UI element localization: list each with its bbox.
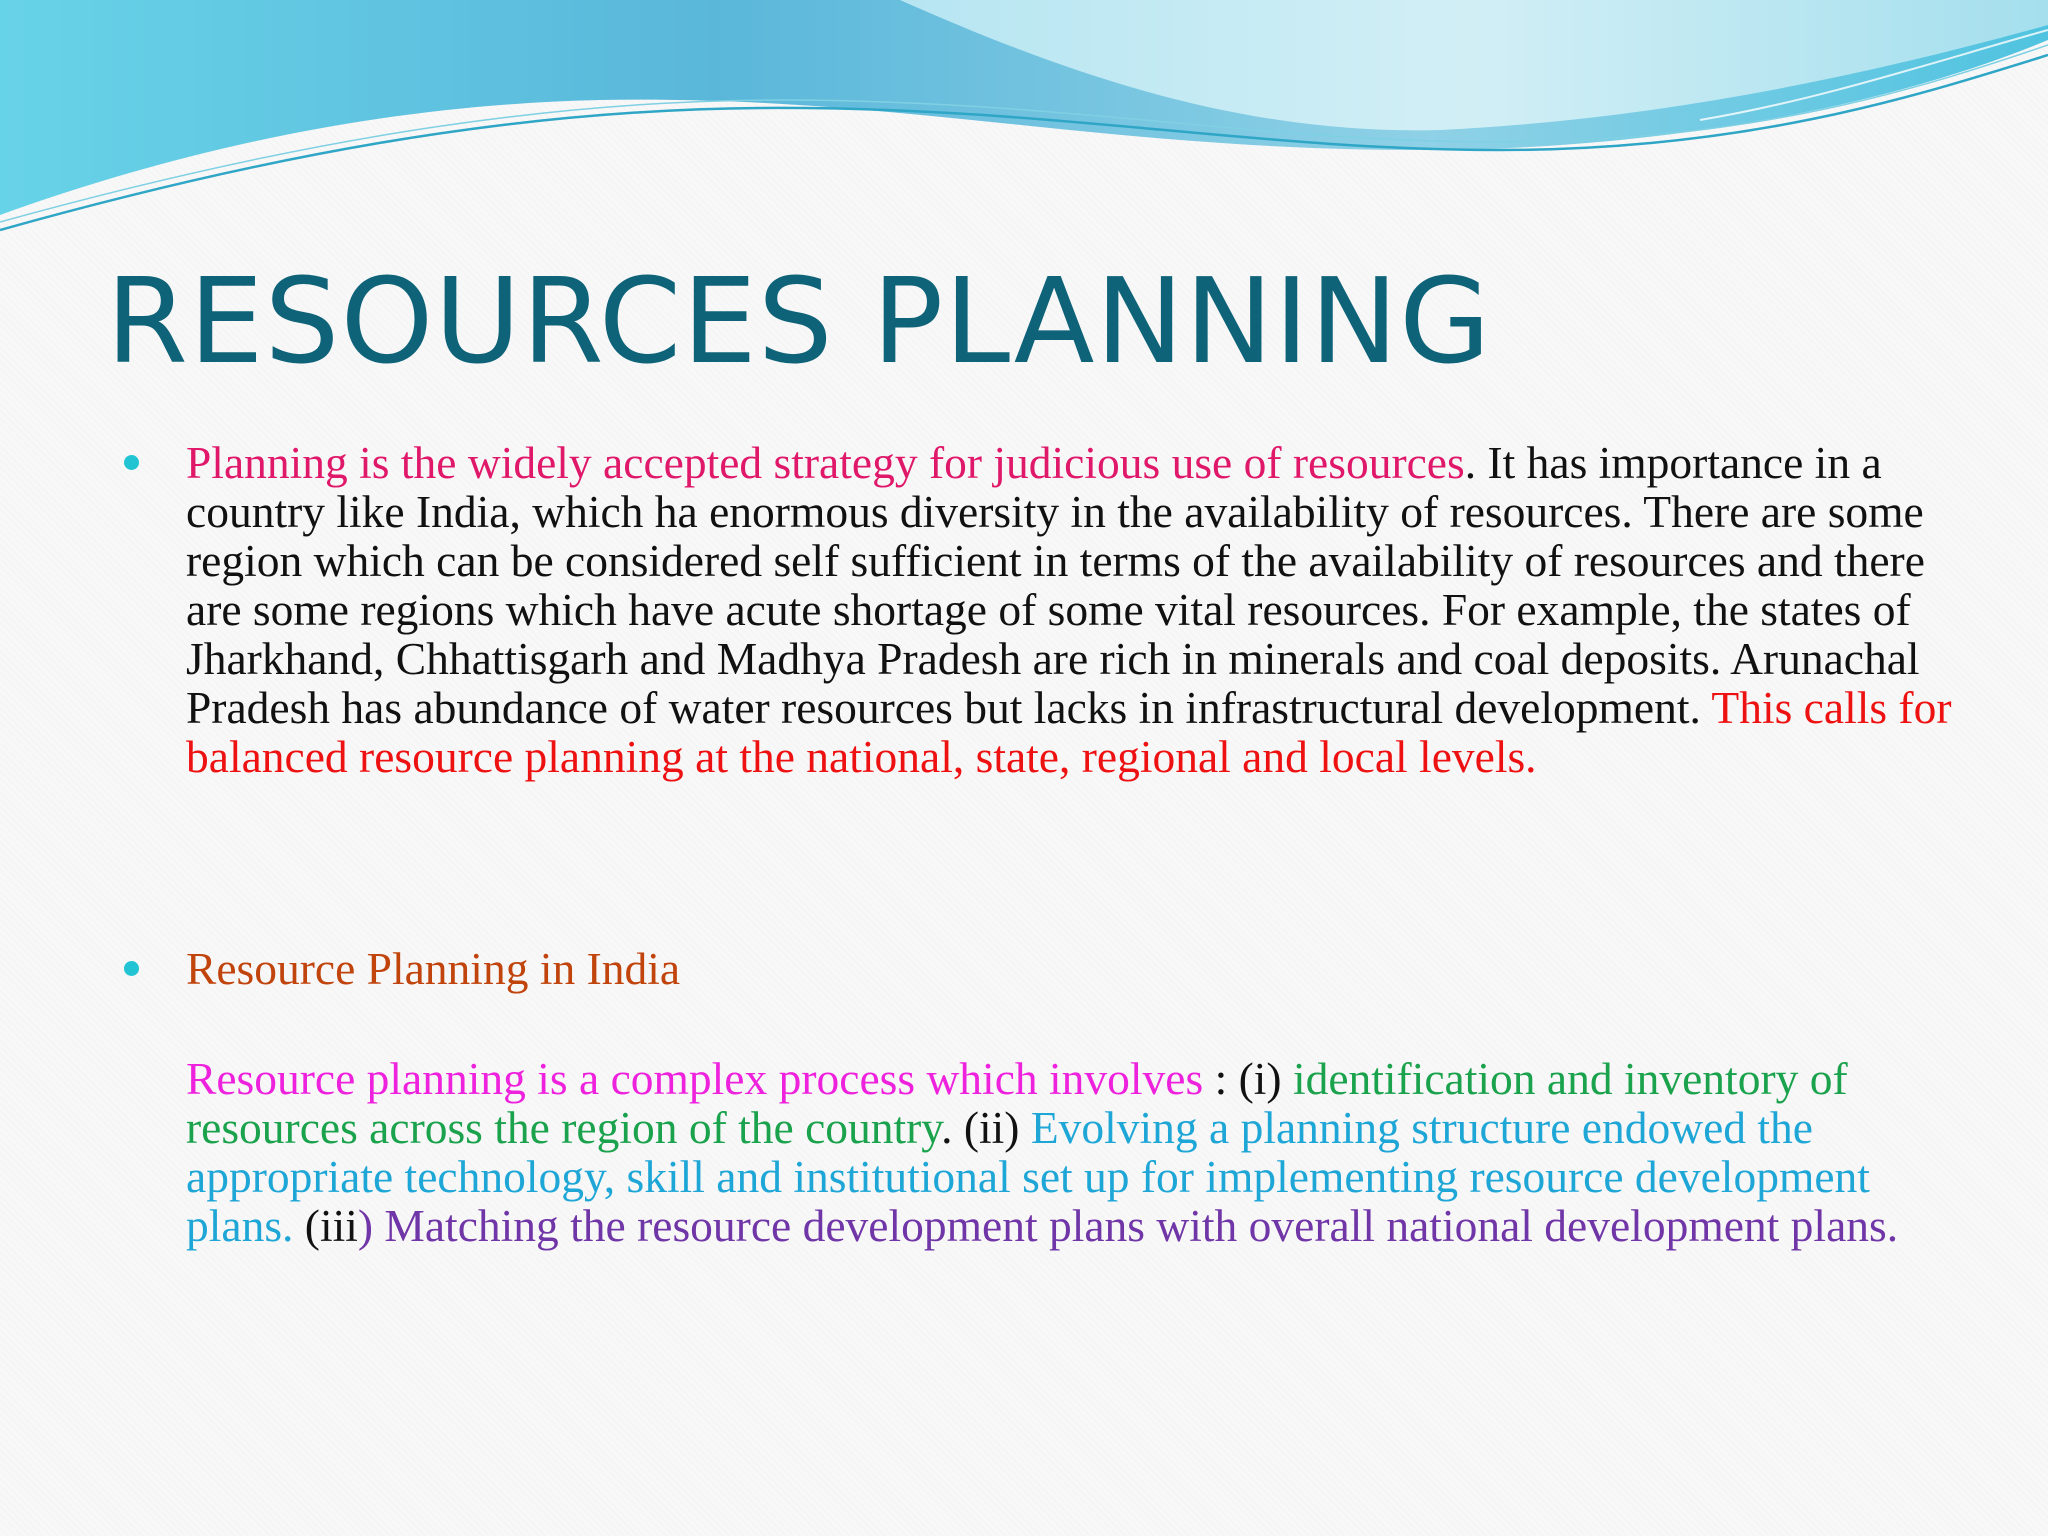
step-marker-2: (ii) — [963, 1102, 1020, 1153]
step-marker-1: (i) — [1238, 1053, 1282, 1104]
planning-body: . It has importance in a country like India, which ha enormous diversity in the availability of resources. There are some region which can be considered self sufficient in terms of the availability of resources and there are some regions which have acute shortage of some vital resources. For example, the states of Jharkhand, Chhattisgarh and Madhya Pradesh are rich in minerals and coal deposits. Arunachal Pradesh has abundance of water resources but lacks in infrastructural development. — [186, 437, 1925, 733]
bullet-text-planning — [186, 438, 1954, 781]
step-planning-structure: Evolving a planning structure endowed the appropriate technology, skill and institutional set up for implementing resource development plans. — [186, 1102, 1870, 1251]
bullet-dot-icon — [124, 961, 139, 976]
section-heading — [186, 944, 1954, 993]
resource-planning-paragraph — [186, 1054, 1986, 1250]
step-marker-3: (iii — [304, 1200, 358, 1251]
resource-planning-india-heading: Resource Planning in India — [186, 943, 681, 994]
bullet-item-resource-planning-india — [124, 944, 1954, 993]
wave-header-decoration — [0, 0, 2048, 240]
bullet-dot-icon — [124, 455, 139, 470]
step-matching-plans: ) Matching the resource development plans with overall national development plans. — [357, 1200, 1899, 1251]
paragraph-colon: : — [1203, 1053, 1239, 1104]
paragraph-intro: Resource planning is a complex process which involves — [186, 1053, 1204, 1104]
step-identification: identification and inventory of resources across the region of the country — [186, 1053, 1848, 1153]
planning-conclusion: This calls for balanced resource planning at the national, state, regional and local levels. — [186, 682, 1952, 782]
bullet-item-planning — [124, 438, 1954, 781]
step-separator: . — [941, 1102, 964, 1153]
slide-title: RESOURCES PLANNING — [106, 252, 1492, 390]
planning-definition: Planning is the widely accepted strategy for judicious use of resources — [186, 437, 1465, 488]
